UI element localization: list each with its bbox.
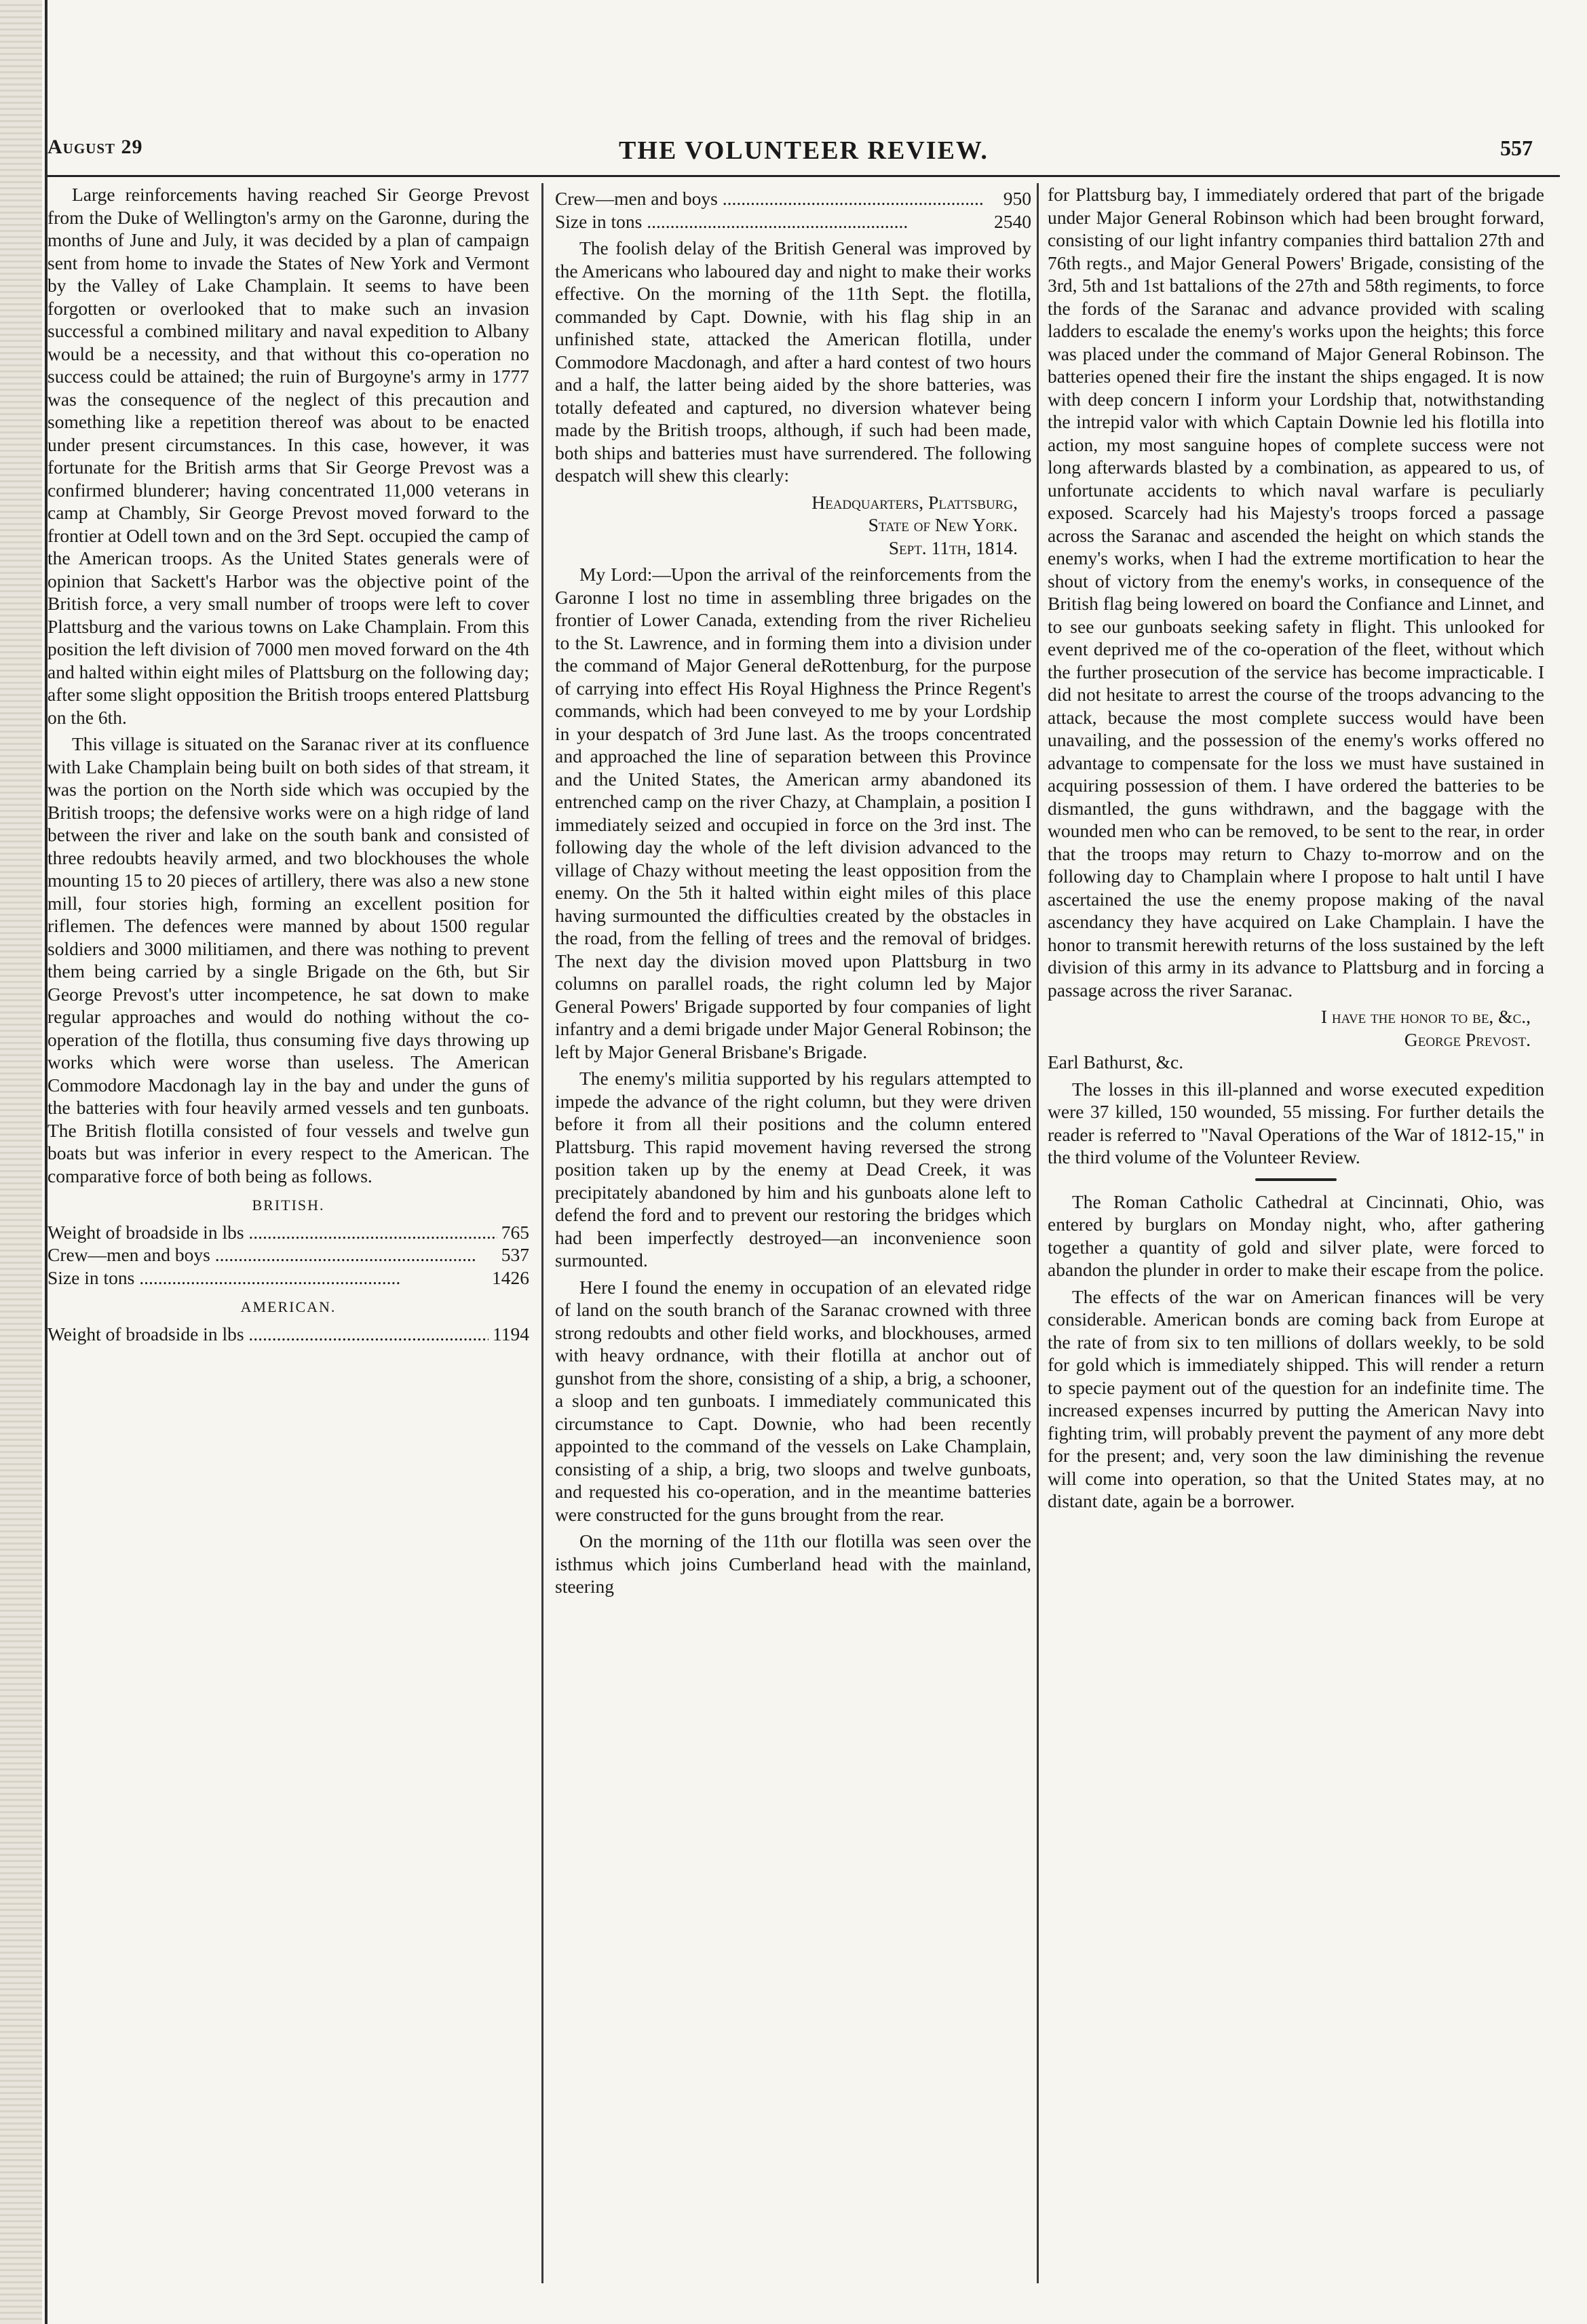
page-number: 557 bbox=[1500, 136, 1533, 160]
dateline-line: Sept. 11th, 1814. bbox=[888, 537, 1018, 558]
closing-line: I have the honor to be, &c., bbox=[1320, 1006, 1531, 1027]
american-force-table bbox=[47, 1323, 529, 1346]
column-1 bbox=[47, 183, 529, 2283]
paragraph: This village is situated on the Saranac river at its confluence with Lake Champlain being built on both sides of that stream, it was the portion on the North side which was occupied by the British troops; the defensive works were on a high ridge of land between the river and lake on the south bank and consisted of three redoubts heavily armed, and two blockhouses the whole mounting 15 to 20 pieces of artillery, there was also a new stone mill, four stories high, forming an excellent position for riflemen. The defences were manned by about 1500 regular soldiers and 3000 militiamen, and there was nothing to prevent them being carried by a single Brigade on the 6th, but Sir George Prevost's utter incompetence, he sat down to make regular approaches and would do nothing without the co-operation of the flotilla, thus consuming five days throwing up works which were worse than useless. The American Commodore Macdonagh lay in the bay and under the guns of the batteries with four heavily armed vessels and ten gunboats. The British flotilla consisted of four vessels and twelve gun boats but was inferior in every respect to the American. The comparative force of both being as follows. bbox=[47, 733, 529, 1186]
paragraph: Here I found the enemy in occupation of an elevated ridge of land on the south branch of the Saranac crowned with three strong redoubts and other field works, and blockhouses, armed with heavy ordnance, with their flotilla at anchor out of gunshot from the shore, consisting of a ship, a brig, a schooner, a sloop and ten gunboats. I immediately communicated this circumstance to Capt. Downie, who had been recently appointed to the command of the vessels on Lake Champlain, consisting of a ship, a brig, two sloops and twelve gunboats, and requested his co-operation, and in the meantime batteries were constructed for the guns brought from the rear. bbox=[555, 1276, 1031, 1525]
paragraph: Large reinforcements having reached Sir George Prevost from the Duke of Wellington's army on the Garonne, during the months of June and July, it was decided by a plan of campaign sent from home to invade the States of New York and Vermont by the Valley of Lake Champlain. It seems to have been forgotten or overlooked that to make such an invasion successful a combined military and naval expedition to Albany would be a necessity, and that without this co-operation no success could be attained; the ruin of Burgoyne's army in 1777 was the consequence of the neglect of this precaution and something like a repetition thereof was about to be enacted under present circumstances. In this case, however, it was fortunate for the British arms that Sir George Prevost was a confirmed blunderer; having concentrated 11,000 veterans in camp at Chambly, Sir George Prevost moved forward to the frontier at Odell town and on the 3rd Sept. occupied the camp of the American troops. As the United States generals were of opinion that Sackett's Harbor was the objective point of the British force, a very small number of troops were left to cover Plattsburg and the various towns on Lake Champlain. From this position the left division of 7000 men moved forward on the 4th and halted within eight miles of Plattsburg on the following day; after some slight opposition the British troops entered Plattsburg on the 6th. bbox=[47, 184, 529, 728]
column-rule bbox=[1037, 183, 1039, 2283]
paragraph: The foolish delay of the British General was improved by the Americans who laboured day and night to make their works effective. On the morning of the 11th Sept. the flotilla, commanded by Capt. Downie, with his flag ship in an unfinished state, attacked the American flotilla, under Commodore Macdonagh, and after a hard contest of two hours and a half, the latter being aided by the shore batteries, was totally defeated and captured, no diversion whatever being made by the British troops, although, if such had been made, both ships and batteries must have surrendered. The following despatch will shew this clearly: bbox=[555, 237, 1031, 486]
page-header bbox=[47, 136, 1560, 176]
header-title: THE VOLUNTEER REVIEW. bbox=[619, 136, 989, 165]
row-value: 2540 bbox=[994, 210, 1031, 232]
header-rule bbox=[47, 175, 1560, 177]
table-row bbox=[47, 1243, 529, 1266]
signature: George Prevost. bbox=[1404, 1028, 1531, 1050]
british-heading: BRITISH. bbox=[252, 1197, 325, 1214]
page-margin bbox=[0, 0, 42, 2324]
dateline-line: State of New York. bbox=[868, 514, 1018, 535]
row-label: Crew—men and boys ..... bbox=[555, 187, 999, 210]
column-3 bbox=[1048, 183, 1544, 2283]
table-row bbox=[555, 210, 1031, 233]
row-value: 950 bbox=[1003, 188, 1031, 209]
table-row bbox=[555, 187, 1031, 210]
paragraph: My Lord:—Upon the arrival of the reinforcements from the Garonne I lost no time in assembling three brigades on the frontier of Lower Canada, extending from the river Richelieu to the St. Lawrence, and in forming them into a division under the command of Major General deRottenburg, for the purpose of carrying into effect His Royal Highness the Prince Regent's commands, which had been conveyed to me by your Lordship in your despatch of 3rd June last. As the troops concentrated and approached the line of separation between this Province and the United States, the American army abandoned its entrenched camp on the river Chazy, at Champlain, a position I immediately seized and occupied in force on the 3rd inst. The following day the whole of the left division advanced to the village of Chazy without meeting the least opposition from the enemy. On the 5th it halted within eight miles of this place having surmounted the difficulties created by the obstacles in the road, from the felling of trees and the removal of bridges. The next day the division moved upon Plattsburg in two columns on parallel roads, the right column led by Major General Powers' Brigade supported by four companies of light infantry and a demi brigade under Major General Robinson; the left by Major General Brisbane's Brigade. bbox=[555, 564, 1031, 1062]
row-value: 537 bbox=[501, 1244, 529, 1265]
paragraph: The effects of the war on American finances will be very considerable. American bonds are coming back from Europe at the rate of from six to ten millions of dollars weekly, to be sold for gold which is immediately shipped. This will render a return to specie payment out of the question for an indefinite time. The increased expenses incurred by putting the American Navy into fighting trim, will probably prevent the payment of any more debt for the present; and, very soon the law diminishing the revenue will come into operation, so that the United States may, at no distant date, again be a borrower. bbox=[1048, 1285, 1544, 1511]
british-force-table bbox=[47, 1221, 529, 1290]
row-label: Size in tons ..... bbox=[555, 210, 990, 233]
despatch-dateline bbox=[555, 491, 1031, 560]
row-value: 1194 bbox=[493, 1323, 529, 1344]
paragraph: The enemy's militia supported by his regulars attempted to impede the advance of the right column, but they were driven before it from all their positions and the column entered Plattsburg. This rapid movement having reversed the strong position taken up by the enemy at Dead Creek, it was precipitately abandoned by him and his gunboats alone left to defend the ford and to prevent our restoring the bridges which had been imperfectly destroyed—an inconvenience soon surmounted. bbox=[555, 1068, 1031, 1271]
column-2 bbox=[555, 183, 1031, 2283]
paragraph: The Roman Catholic Cathedral at Cincinnati, Ohio, was entered by burglars on Monday night, who, after gathering together a quantity of gold and silver plate, were forced to abandon the plunder in order to make their escape from the police. bbox=[1048, 1190, 1544, 1280]
table-row bbox=[47, 1266, 529, 1290]
addressee: Earl Bathurst, &c. bbox=[1048, 1051, 1184, 1072]
row-label: Weight of broadside in lbs ..... bbox=[47, 1323, 489, 1346]
row-value: 1426 bbox=[492, 1266, 529, 1288]
paragraph: The losses in this ill-planned and worse executed expedition were 37 killed, 150 wounded, 55 missing. For further details the reader is referred to "Naval Operations of the War of 1812-15," in the third volume of the Volunteer Review. bbox=[1048, 1078, 1544, 1167]
paragraph: for Plattsburg bay, I immediately ordered that part of the brigade under Major General Robinson which had been brought forward, consisting of our light infantry companies third battalion 27th and 76th regts., and Major General Powers' Brigade, consisting of the 3rd, 5th and 1st battalions of the 27th and 58th regiments, to force the fords of the Saranac and advance provided with scaling ladders to escalade the enemy's works upon the heights; this force was placed under the command of Major General Robinson. The batteries opened their fire the instant the ships engaged. It is now with deep concern I inform your Lordship that, notwithstanding the intrepid valor with which Captain Downie led his flotilla into action, my most sanguine hopes of complete success were not long afterwards blasted by a combination, as appeared to us, of unfortunate accidents to which naval warfare is peculiarly exposed. Scarcely had his Majesty's troops forced a passage across the Saranac and ascended the height on which stands the enemy's works, when I had the extreme mortification to hear the shout of victory from the enemy's works, in consequence of the British flag being lowered on board the Confiance and Linnet, and to see our gunboats seeking safety in flight. This unlooked for event deprived me of the co-operation of the fleet, without which the further prosecution of the service has become impracticable. I did not hesitate to arrest the course of the troops advancing to the attack, because the most complete success would have been unavailing, and the possession of the enemy's works offered no advantage to compensate for the loss we must have sustained in acquiring possession of them. I have ordered the batteries to be dismantled, the guns withdrawn, and the baggage with the wounded men who can be removed, to be sent to the rear, in order that the troops may return to Chazy to-morrow and on the following day to Champlain where I propose to halt until I have ascertained the use the enemy propose making of the naval ascendancy they have acquired on Lake Champlain. I have the honor to transmit herewith returns of the loss sustained by the left division of this army in its advance to Plattsburg and in forcing a passage across the river Saranac. bbox=[1048, 184, 1544, 1001]
row-label: Weight of broadside in lbs ..... bbox=[47, 1221, 497, 1244]
row-label: Size in tons ..... bbox=[47, 1266, 488, 1290]
dateline-line: Headquarters, Plattsburg, bbox=[811, 491, 1018, 513]
american-heading: AMERICAN. bbox=[240, 1298, 337, 1315]
paragraph: On the morning of the 11th our flotilla was seen over the isthmus which joins Cumberland head with the mainland, steering bbox=[555, 1530, 1031, 1597]
row-label: Crew—men and boys ..... bbox=[47, 1243, 497, 1266]
table-row bbox=[47, 1221, 529, 1244]
american-force-table-cont bbox=[555, 187, 1031, 233]
table-row bbox=[47, 1323, 529, 1346]
row-value: 765 bbox=[501, 1221, 529, 1243]
section-divider bbox=[1255, 1178, 1337, 1181]
header-date: August 29 bbox=[47, 136, 143, 158]
column-rule bbox=[541, 183, 543, 2283]
